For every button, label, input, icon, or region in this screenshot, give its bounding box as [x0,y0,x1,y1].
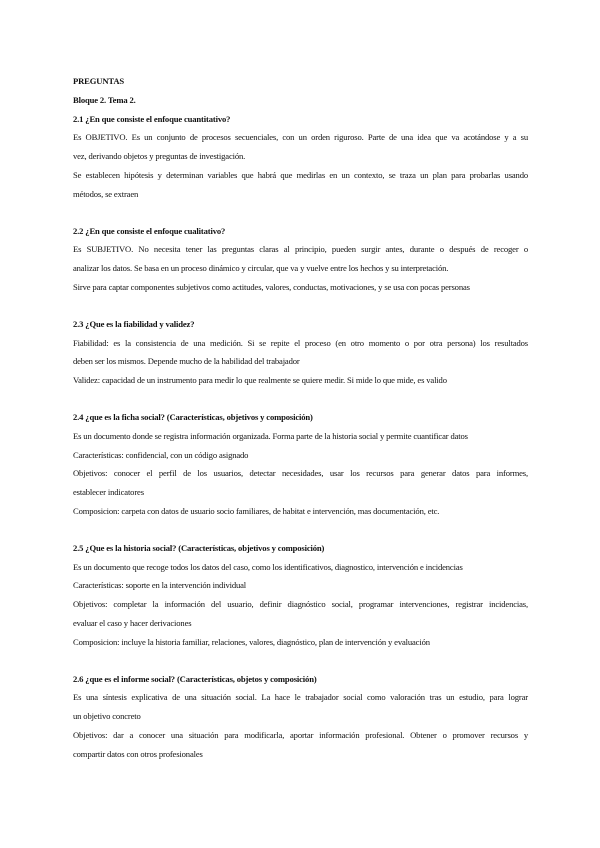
section-2-6 [73,670,528,764]
paragraph-line: Objetivos: dar a conocer una situación para modificarla, aportar información profesional. Obtener o promover recursos y [73,729,528,740]
document-body [73,72,528,764]
paragraph-line: evaluar el caso y hacer derivaciones [73,617,192,628]
section-heading: 2.1 ¿En que consiste el enfoque cuantitativo? [73,113,231,124]
section-2-1 [73,110,528,204]
paragraph-line: Sirve para captar componentes subjetivos como actitudes, valores, conductas, motivaciones, y se usa con pocas personas [73,281,470,292]
paragraph-line: compartir datos con otros profesionales [73,748,203,759]
paragraph-line: Características: soporte en la intervención individual [73,580,247,591]
paragraph-line: vez, derivando objetos y preguntas de investigación. [73,151,246,162]
paragraph-line: Composicion: incluye la historia familiar, relaciones, valores, diagnóstico, plan de intervención y evaluación [73,636,430,647]
paragraph-line: Fiabilidad: es la consistencia de una medición. Si se repite el proceso (en otro momento o por otra persona) los resultados [73,337,528,348]
document-title: PREGUNTAS [73,76,125,86]
paragraph-line: Características: confidencial, con un código asignado [73,449,249,460]
paragraph-line: Es un documento donde se registra información organizada. Forma parte de la historia social y permite cuantificar datos [73,430,468,441]
paragraph-line: Se establecen hipótesis y determinan variables que habrá que medirlas en un contexto, se traza un plan para probarlas usando [73,169,528,180]
paragraph-line: deben ser los mismos. Depende mucho de la habilidad del trabajador [73,356,300,367]
section-2-3 [73,315,528,390]
section-2-4 [73,408,528,521]
paragraph-line: Es un documento que recoge todos los datos del caso, como los identificativos, diagnostico, intervención e incidencias [73,561,463,572]
section-2-5 [73,539,528,652]
section-heading: 2.2 ¿En que consiste el enfoque cualitativo? [73,225,226,236]
paragraph-line: Es una síntesis explicativa de una situación social. La hace le trabajador social como valoración tras un estudio, para lograr [73,692,528,703]
paragraph-line: Objetivos: completar la información del usuario, definir diagnóstico social, programar intervenciones, registrar incidencias, [73,599,528,610]
section-heading: 2.3 ¿Que es la fiabilidad y validez? [73,318,195,329]
section-heading: 2.4 ¿que es la ficha social? (Características, objetivos y composición) [73,411,313,422]
paragraph-line: analizar los datos. Se basa en un proceso dinámico y circular, que va y vuelve entre los hechos y su interpretación. [73,263,449,274]
section-heading: 2.6 ¿que es el informe social? (Características, objetos y composición) [73,673,317,684]
paragraph-line: Objetivos: conocer el perfil de los usuarios, detectar necesidades, usar los recursos para generar datos para informes, [73,468,528,479]
paragraph-line: establecer indicatores [73,487,144,498]
document-subtitle: Bloque 2. Tema 2. [73,94,136,105]
paragraph-line: un objetivo concreto [73,711,141,722]
section-heading: 2.5 ¿Que es la historia social? (Características, objetivos y composición) [73,542,325,553]
paragraph-line: Composicion: carpeta con datos de usuario socio familiares, de habitat e intervención, mas documentación, etc. [73,505,440,516]
paragraph-line: métodos, se extraen [73,188,139,199]
paragraph-line: Es OBJETIVO. Es un conjunto de procesos secuenciales, con un orden riguroso. Parte de una idea que va acotándose y a su [73,132,528,143]
paragraph-line: Es SUBJETIVO. No necesita tener las preguntas claras al principio, pueden surgir antes, durante o después de recoger o [73,244,528,255]
paragraph-line: Validez: capacidad de un instrumento para medir lo que realmente se quiere medir. Si mide lo que mide, es valido [73,375,447,386]
section-2-2 [73,222,528,297]
